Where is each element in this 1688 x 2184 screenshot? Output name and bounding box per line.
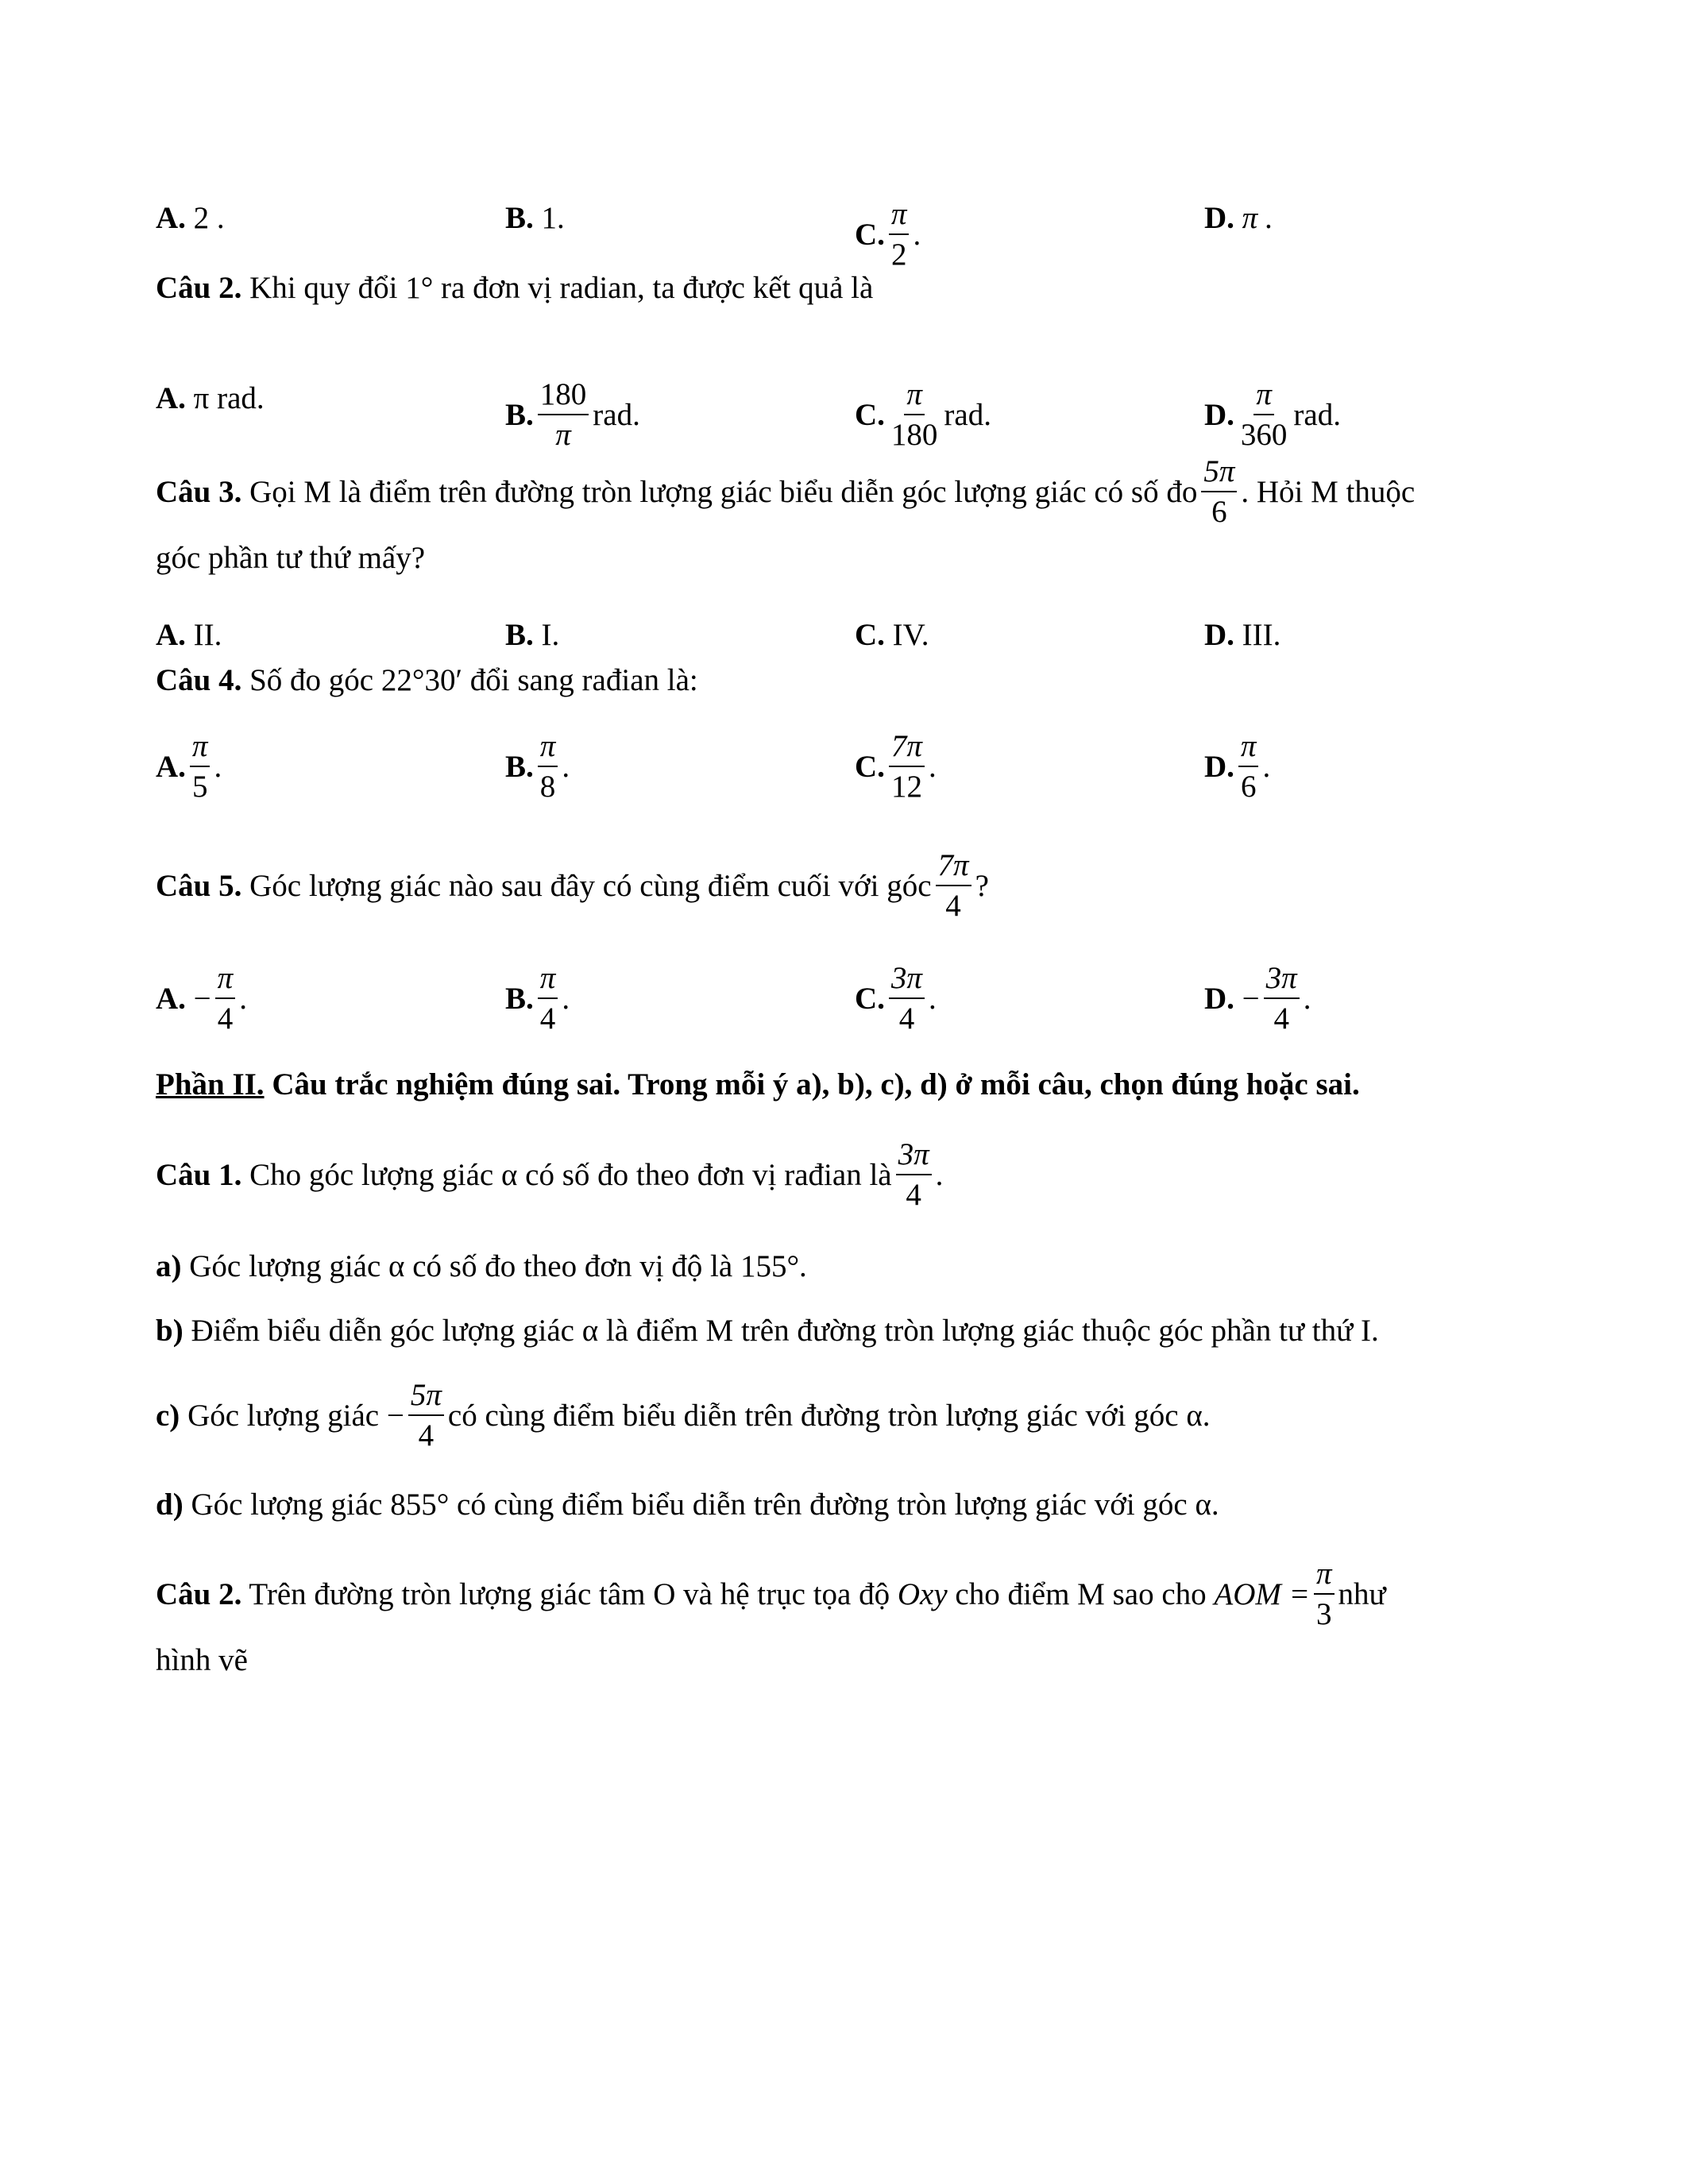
q2-option-a: A. π rad. [156, 380, 265, 415]
p2q2-stem-continued: hình vẽ [156, 1643, 248, 1677]
q4-option-c: C. $\frac{7\pi}{12}$ . [855, 729, 937, 804]
q5-option-a: A. − $\frac{\pi}{4}$ . [156, 961, 247, 1036]
q1-options [156, 197, 1554, 272]
p2q2-stem: Câu 2. Trên đường tròn lượng giác tâm O và hệ trục tọa độ Oxy cho điểm M sao cho AOM = $\frac{\pi}{3}$ như [156, 1557, 1386, 1631]
q5-stem: Câu 5. Góc lượng giác nào sau đây có cùng điểm cuối với góc $\frac{7\pi}{4}$ ? [156, 848, 989, 923]
fraction: $\frac{7\pi}{4}$ [936, 848, 971, 923]
q5-option-d: D. − $\frac{3\pi}{4}$ . [1204, 961, 1311, 1036]
q1-option-b: B. 1. [505, 200, 565, 235]
q3-stem-continued: góc phần tư thứ mấy? [156, 541, 426, 575]
p2q1-stem: Câu 1. Cho góc lượng giác α có số đo theo đơn vị rađian là $\frac{3\pi}{4}$ . [156, 1137, 944, 1212]
fraction: $\frac{\pi}{2}$ [889, 197, 910, 272]
q2-option-d: D. $\frac{\pi}{360}$ rad. [1204, 377, 1341, 452]
p2q1-item-d: d) Góc lượng giác 855° có cùng điểm biểu diễn trên đường tròn lượng giác với góc α. [156, 1488, 1219, 1522]
q3-option-c: C. IV. [855, 618, 929, 652]
fraction: $\frac{\pi}{4}$ [538, 961, 558, 1036]
q3-stem: Câu 3. Gọi M là điểm trên đường tròn lượng giác biểu diễn góc lượng giác có số đo $\frac{5\pi}{6}$ . Hỏi M thuộc [156, 454, 1416, 529]
fraction: $\frac{\pi}{8}$ [538, 729, 558, 804]
fraction: $\frac{3\pi}{4}$ [1264, 961, 1300, 1036]
fraction: $\frac{3\pi}{4}$ [896, 1137, 932, 1212]
p2q1-item-c: c) Góc lượng giác − $\frac{5\pi}{4}$ có cùng điểm biểu diễn trên đường tròn lượng giác với góc α. [156, 1378, 1211, 1453]
q2-option-b: B. $\frac{180}{\pi}$ rad. [505, 377, 640, 452]
p2q1-item-a: a) Góc lượng giác α có số đo theo đơn vị độ là 155°. [156, 1249, 807, 1283]
q1-option-d: D. π . [1204, 200, 1273, 235]
q5-option-c: C. $\frac{3\pi}{4}$ . [855, 961, 937, 1036]
q4-stem: Câu 4. Số đo góc 22°30′ đổi sang rađian là: [156, 663, 698, 697]
q4-option-a: A. $\frac{\pi}{5}$ . [156, 729, 222, 804]
q3-option-d: D. III. [1204, 618, 1281, 652]
fraction: $\frac{\pi}{180}$ [890, 377, 938, 452]
part2-heading: Phần II. Câu trắc nghiệm đúng sai. Trong mỗi ý a), b), c), d) ở mỗi câu, chọn đúng hoặc sai. [156, 1067, 1360, 1102]
q3-option-b: B. I. [505, 618, 560, 652]
fraction: $\frac{5\pi}{4}$ [408, 1378, 444, 1453]
fraction: $\frac{\pi}{3}$ [1314, 1557, 1335, 1631]
q2-option-c: C. $\frac{\pi}{180}$ rad. [855, 377, 991, 452]
q4-option-b: B. $\frac{\pi}{8}$ . [505, 729, 570, 804]
q5-options [156, 961, 1554, 1036]
q3-options [156, 617, 1554, 652]
q2-stem: Câu 2. Khi quy đổi 1° ra đơn vị radian, ta được kết quả là [156, 271, 874, 305]
q3-option-a: A. II. [156, 618, 222, 652]
fraction: $\frac{7\pi}{12}$ [889, 729, 925, 804]
fraction: $\frac{\pi}{4}$ [215, 961, 236, 1036]
p2q1-item-b: b) Điểm biểu diễn góc lượng giác α là điểm M trên đường tròn lượng giác thuộc góc phần tư thứ I. [156, 1314, 1379, 1348]
q4-option-d: D. $\frac{\pi}{6}$ . [1204, 729, 1271, 804]
fraction: $\frac{180}{\pi}$ [538, 377, 589, 452]
q1-option-c: C. $\frac{\pi}{2}$ . [855, 197, 921, 272]
q5-option-b: B. $\frac{\pi}{4}$ . [505, 961, 570, 1036]
q1-option-a: A. 2 . [156, 200, 225, 235]
q2-options [156, 377, 1554, 452]
fraction: $\frac{\pi}{6}$ [1238, 729, 1259, 804]
fraction: $\frac{\pi}{5}$ [190, 729, 211, 804]
q4-options [156, 729, 1554, 804]
fraction: $\frac{5\pi}{6}$ [1201, 454, 1237, 529]
fraction: $\frac{3\pi}{4}$ [889, 961, 925, 1036]
fraction: $\frac{\pi}{360}$ [1240, 377, 1288, 452]
